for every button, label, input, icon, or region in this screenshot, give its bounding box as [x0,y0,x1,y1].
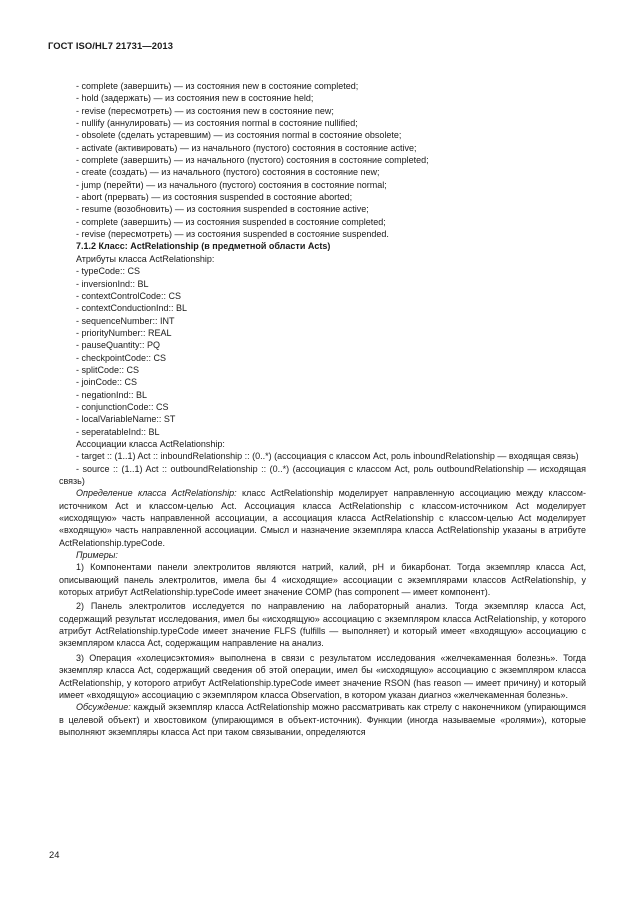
list-item: - hold (задержать) — из состояния new в состояние held; [76,93,314,104]
attribute-item: - checkpointCode:: CS [76,352,167,363]
transitions-list [59,80,586,240]
list-item: - abort (прервать) — из состояния suspended в состояние aborted; [76,192,353,203]
associations-title: Ассоциации класса ActRelationship: [76,438,225,449]
list-item: - nullify (аннулировать) — из состояния normal в состояние nullified; [76,118,358,129]
association-item: - source :: (1..1) Act :: outboundRelationship :: (0..*) (ассоциация с классом Act, роль outboundRelationship — исходящая связь) [59,463,586,486]
section-heading: 7.1.2 Класс: ActRelationship (в предметной области Acts) [76,241,331,252]
list-item: - activate (активировать) — из начального (пустого) состояния в состояние active; [76,142,417,153]
example-paragraph: 1) Компонентами панели электролитов являются натрий, калий, pH и бикарбонат. Тогда экземпляр класса Act, описывающий панель электролитов, имела бы 4 «исходящие» ассоциации с экземплярами классов ActRelationship, у которых атрибут ActRelationship.typeCode имеет значение COMP (has component — имеет компонент). [59,562,586,598]
page-number: 24 [49,849,60,860]
list-item: - resume (возобновить) — из состояния suspended в состояние active; [76,204,369,215]
example-paragraph: 3) Операция «холецисэктомия» выполнена в связи с результатом исследования «желчекаменная болезнь». Тогда экземпляр класса Act, содержащий сведения об этой операции, имел бы «исходящую» ассоциацию с экземпляром класса ActRelationship, у которого атрибут ActRelationship.typeCode имеет значение RSON (has reason — имеет причину) и который имеет «входящую» ассоциацию с экземпляром класса Observation, в котором указан диагноз «желчекаменная болезнь». [59,652,586,700]
attribute-item: - sequenceNumber:: INT [76,315,175,326]
list-item: - complete (завершить) — из начального (пустого) состояния в состояние completed; [76,155,429,166]
attribute-item: - conjunctionCode:: CS [76,401,169,412]
attribute-item: - joinCode:: CS [76,377,138,388]
attribute-item: - typeCode:: CS [76,266,141,277]
attribute-item: - negationInd:: BL [76,389,148,400]
discussion-paragraph [59,701,586,738]
definition-label: Определение класса ActRelationship: [76,488,237,499]
attributes-list [59,265,586,438]
attribute-item: - inversionInd:: BL [76,278,149,289]
list-item: - complete (завершить) — из состояния new в состояние completed; [76,81,359,91]
attribute-item: - seperatableInd:: BL [76,426,160,437]
list-item: - obsolete (сделать устаревшим) — из состояния normal в состояние obsolete; [76,130,402,141]
list-item: - revise (пересмотреть) — из состояния suspended в состояние suspended. [76,229,389,240]
page-header: ГОСТ ISO/HL7 21731—2013 [48,40,174,51]
attribute-item: - contextControlCode:: CS [76,290,182,301]
attribute-item: - contextConductionInd:: BL [76,303,188,314]
examples-label: Примеры: [76,550,118,561]
discussion-label: Обсуждение: [76,702,131,713]
list-item: - create (создать) — из начального (пустого) состояния в состояние new; [76,167,380,178]
attribute-item: - localVariableName:: ST [76,414,176,425]
example-paragraph: 2) Панель электролитов исследуется по направлению на лабораторный анализ. Тогда экземпляр класса Act, содержащий результат исследования, имел бы «исходящую» ассоциацию с экземпляром класса ActRelationship, у которого атрибут ActRelationship.typeCode имеет значение FLFS (fulfills — выполняет) и который имеет «входящую» ассоциацию с экземпляром класса Act, содержащим направление на анализ. [59,601,586,649]
attribute-item: - splitCode:: CS [76,364,140,375]
attributes-title: Атрибуты класса ActRelationship: [76,253,215,264]
attribute-item: - priorityNumber:: REAL [76,327,172,338]
association-item: - target :: (1..1) Act :: inboundRelationship :: (0..*) (ассоциация с классом Act, роль inboundRelationship — входящая связь) [76,451,579,462]
discussion-text: каждый экземпляр класса ActRelationship можно рассматривать как стрелу с наконечником (упирающимся в целевой объект) и хвостовиком (упирающимся в объект-источник). Функции (иногда называемые «ролями»), которые выполняют экземпляры класса Act при таком связывании, определяются [59,702,586,737]
attribute-item: - pauseQuantity:: PQ [76,340,161,351]
page-content [59,80,586,738]
definition-paragraph [59,487,586,549]
definition-text: класс ActRelationship моделирует направленную ассоциацию между классом-источником Act и классом-целью Act. Ассоциация класса ActRelationship с классом-источником Act моделирует «исходящую» часть направленной ассоциации, а ассоциация класса ActRelationship с классом-целью Act моделирует «входящую» часть направленной ассоциации. Смысл и назначение экземпляра класса ActRelationship указаны в атрибуте ActRelationship.typeCode. [59,488,586,548]
list-item: - revise (пересмотреть) — из состояния new в состояние new; [76,105,334,116]
list-item: - jump (перейти) — из начального (пустого) состояния в состояние normal; [76,179,387,190]
list-item: - complete (завершить) — из состояния suspended в состояние completed; [76,216,386,227]
